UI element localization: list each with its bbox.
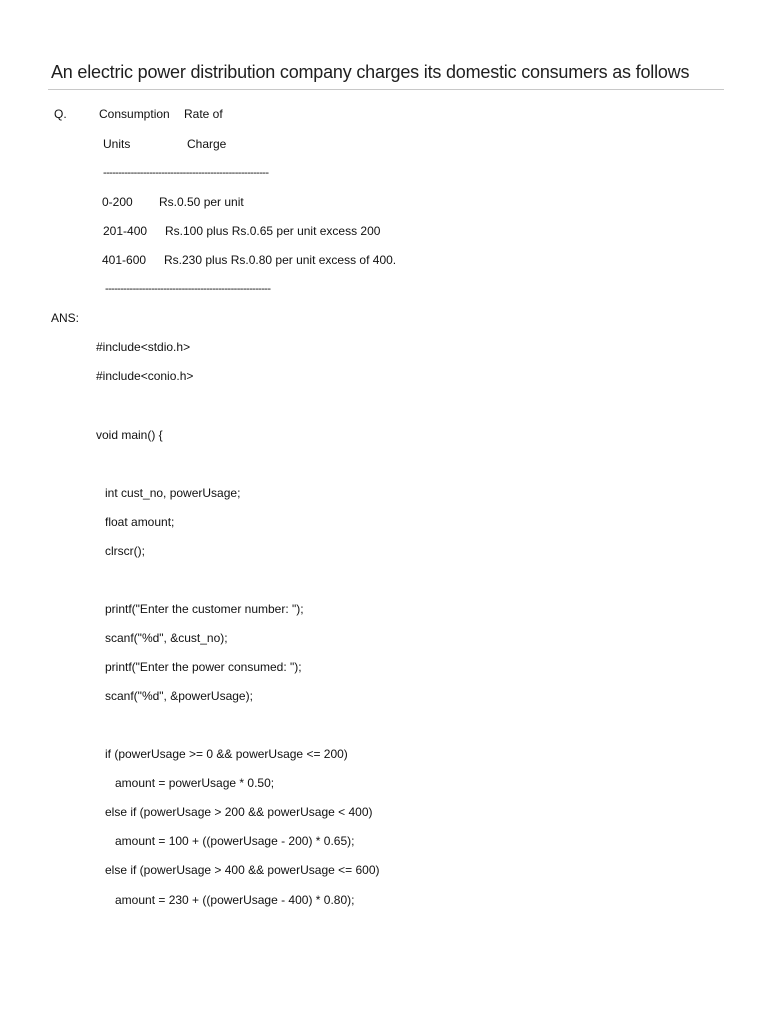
code-line: amount = powerUsage * 0.50; xyxy=(115,776,275,790)
code-line: printf("Enter the customer number: "); xyxy=(105,602,304,616)
table-divider-top: ------------------------------------------------------ xyxy=(103,167,269,179)
table-row-rate: Rs.100 plus Rs.0.65 per unit excess 200 xyxy=(165,224,381,238)
code-line: if (powerUsage >= 0 && powerUsage <= 200) xyxy=(105,747,348,761)
title-underline xyxy=(48,89,724,90)
code-line: printf("Enter the power consumed: "); xyxy=(105,660,302,674)
question-label: Q. xyxy=(54,107,67,121)
header-consumption: Consumption xyxy=(99,107,170,121)
code-line: #include<stdio.h> xyxy=(96,340,191,354)
code-line: clrscr(); xyxy=(105,544,145,558)
answer-label: ANS: xyxy=(51,311,80,325)
code-line: amount = 100 + ((powerUsage - 200) * 0.65); xyxy=(115,834,355,848)
code-line: scanf("%d", &powerUsage); xyxy=(105,689,253,703)
table-row-units: 0-200 xyxy=(102,195,133,209)
code-line: #include<conio.h> xyxy=(96,369,194,383)
code-line: scanf("%d", &cust_no); xyxy=(105,631,228,645)
document-title: An electric power distribution company charges its domestic consumers as follows xyxy=(51,62,690,82)
header-units: Units xyxy=(103,137,131,151)
table-row-units: 401-600 xyxy=(102,253,147,267)
code-line: else if (powerUsage > 400 && powerUsage <= 600) xyxy=(105,863,380,877)
table-row-units: 201-400 xyxy=(103,224,148,238)
code-line: int cust_no, powerUsage; xyxy=(105,486,241,500)
table-row-rate: Rs.230 plus Rs.0.80 per unit excess of 400. xyxy=(164,253,397,267)
header-charge: Charge xyxy=(187,137,227,151)
code-line: amount = 230 + ((powerUsage - 400) * 0.80); xyxy=(115,893,355,907)
header-rate-of: Rate of xyxy=(184,107,223,121)
table-divider-bottom: ------------------------------------------------------ xyxy=(105,283,271,295)
code-line: void main() { xyxy=(96,428,163,442)
code-line: else if (powerUsage > 200 && powerUsage < 400) xyxy=(105,805,373,819)
code-line: float amount; xyxy=(105,515,175,529)
table-row-rate: Rs.0.50 per unit xyxy=(159,195,244,209)
